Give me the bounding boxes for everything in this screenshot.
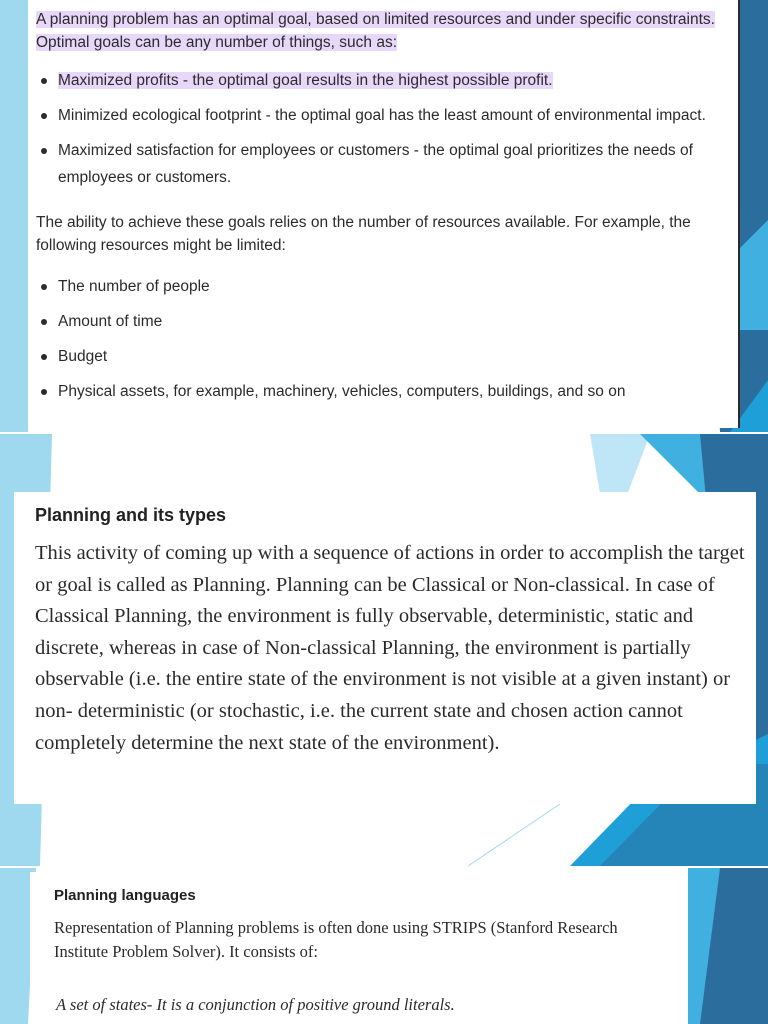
list-item	[36, 343, 742, 370]
slide-optimal-goals	[0, 0, 768, 432]
bullet-icon	[41, 78, 47, 84]
goal-text: Minimized ecological footprint - the optimal goal has the least amount of environmental impact.	[58, 107, 706, 124]
bullet-icon	[41, 389, 47, 395]
list-item	[36, 67, 742, 94]
resource-text: Physical assets, for example, machinery, vehicles, computers, buildings, and so on	[58, 383, 626, 400]
intro-paragraph	[36, 8, 742, 54]
bullet-icon	[41, 354, 47, 360]
intro-line-2: Optimal goals can be any number of things, such as:	[36, 34, 398, 51]
slide-planning-languages	[0, 868, 768, 1024]
section-heading: Planning and its types	[35, 505, 227, 525]
planning-types-card	[14, 492, 756, 804]
resource-text: The number of people	[58, 278, 210, 295]
planning-types-paragraph: This activity of coming up with a sequence of actions in order to accomplish the target or goal is called as Planning. Planning can be Classical or Non-classical. In case of Classical Planning, the environment is fully observable, deterministic, static and discrete, whereas in case of Non-classical Planning, the environment is partially observable (i.e. the entire state of the environment is not visible at a given instant) or non- deterministic (or stochastic, i.e. the current state and chosen action cannot completely determine the next state of the environment).	[35, 542, 745, 754]
goal-text: Maximized profits - the optimal goal results in the highest possible profit.	[58, 72, 553, 89]
slide-planning-types	[0, 434, 768, 866]
list-item	[36, 308, 742, 335]
bullet-icon	[41, 148, 47, 154]
bullet-icon	[41, 319, 47, 325]
list-item	[36, 137, 742, 191]
list-item	[36, 273, 742, 300]
list-item	[36, 102, 742, 129]
bullet-icon	[41, 113, 47, 119]
resource-text: Budget	[58, 348, 108, 365]
resources-list	[36, 273, 742, 405]
bullet-icon	[41, 284, 47, 290]
planning-languages-card	[30, 872, 688, 1024]
goal-text: Maximized satisfaction for employees or customers - the optimal goal prioritizes the needs of employees or customers.	[58, 142, 693, 186]
goals-list	[36, 67, 742, 191]
section-heading: Planning languages	[54, 887, 196, 904]
resources-intro: The ability to achieve these goals relies on the number of resources available. For example, the following resources might be limited:	[36, 214, 691, 254]
planning-languages-paragraph: Representation of Planning problems is often done using STRIPS (Stanford Research Institute Problem Solver). It consists of:	[54, 918, 618, 961]
optimal-goals-text	[36, 8, 742, 405]
states-item: A set of states- It is a conjunction of positive ground literals.	[56, 995, 455, 1014]
resource-text: Amount of time	[58, 313, 163, 330]
intro-line-1: A planning problem has an optimal goal, based on limited resources and under specific constraints.	[36, 11, 715, 28]
list-item	[36, 378, 742, 405]
